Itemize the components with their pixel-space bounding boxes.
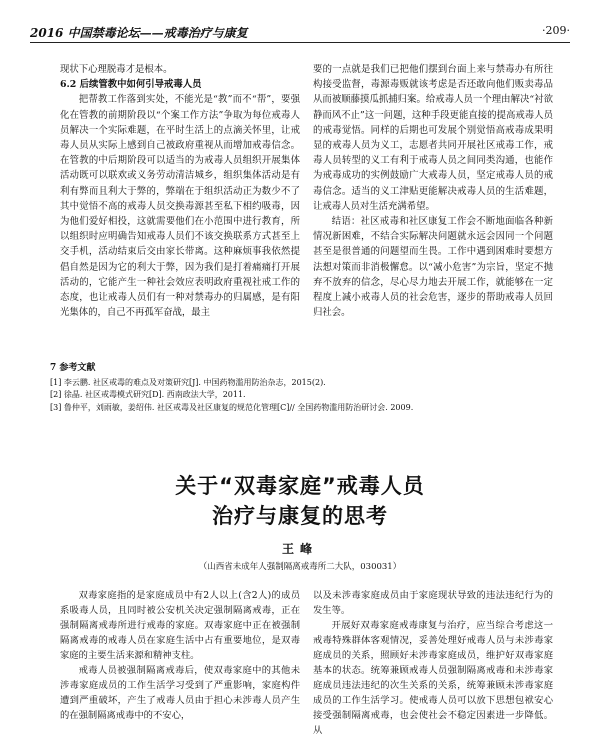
running-header [30,24,570,40]
paragraph: 现状下心理脱毒才是根本。 [60,64,173,75]
paragraph: 要的一点就是我们已把他们摆到台面上来与禁毒办有所往构接受监督，毒源毒贩就该考虑是否还敢向他们贩卖毒品从而被顺藤摸瓜抓捕归案。给戒毒人员一个理由解决“衬欲静而风不止”这一问题，这种手段更能直接的提高戒毒人员的戒毒觉悟。同样的后期也可发展个别觉悟高戒毒成果明显的戒毒人员为义工，志愿者共同开展社区戒毒工作，戒毒人员转型的义工有利于戒毒人员之间同类沟通，也能作为戒毒成功的实例鼓励广大戒毒人员，坚定戒毒人员的戒毒信念。适当的义工津贴更能解决戒毒人员的生活难题，让戒毒人员对生活充满希望。 [313,64,553,212]
paragraph: 以及未涉毒家庭成员由于家庭现状导致的违法违纪行为的发生等。 [313,590,553,616]
reference-item: [3] 鲁仲平，刘雨敏，姜绍伟. 社区戒毒及社区康复的规范化管理[C]// 全国药物滥用防治研讨会. 2009. [50,402,414,412]
section-heading: 6.2 后续管教中如何引导戒毒人员 [60,79,202,91]
journal-title: 2016 中国禁毒论坛——戒毒治疗与康复 [30,26,248,40]
references [50,362,570,414]
paragraph: 开展好双毒家庭戒毒康复与治疗，应当综合考虑这一戒毒特殊群体客观情况，妥善处理好戒毒人员与未涉毒家庭成员的关系，照顾好未涉毒家庭成员，维护好双毒家庭基本的状态。统筹兼顾戒毒人员强制隔离戒毒和未涉毒家庭成员违法违纪的次生关系的关系，统筹兼顾未涉毒家庭成员的工作生活学习。使戒毒人员可以放下思想包袱安心接受强制隔离戒毒，也会使社会不稳定因素进一步降低。从 [313,620,553,736]
reference-item: [1] 李云鹏. 社区戒毒的难点及对策研究[J]. 中国药物滥用防治杂志，2015(2). [50,377,326,387]
references-title: 7 参考文献 [50,363,96,373]
paragraph: 戒毒人员被强制隔离戒毒后，使双毒家庭中的其他未涉毒家庭成员的工作生活学习受到了严重影响，家庭构件遭到严重破坏，产生了戒毒人员由于担心未涉毒人员产生的在强制隔离戒毒中的不安心， [60,665,300,721]
affiliation: （山西省未成年人强制隔离戒毒所二大队，030031） [198,562,402,572]
article-title-line-2: 治疗与康复的思考 [212,504,388,528]
top-right-column [313,62,553,320]
conclusion-paragraph: 结语：社区戒毒和社区康复工作会不断地面临各种新情况新困难，不结合实际解决问题就永远会因同一个问题甚至是很普通的问题望而生畏。工作中遇到困难时要想方法想对策而非消极懈怠。以“减小危害”为宗旨，坚定不抛弃不放弃的信念，尽心尽力地去开展工作，就能够在一定程度上减小戒毒人员的社会危害，逐步的帮助戒毒人员回归社会。 [313,216,553,319]
article-title-line-1: 关于“双毒家庭”戒毒人员 [175,474,425,498]
paragraph: 双毒家庭指的是家庭成员中有2人以上(含2人)的成员系吸毒人员，且同时被公安机关决定强制隔离戒毒，正在强制隔离戒毒所进行戒毒的家庭。双毒家庭中正在被强制隔离戒毒的戒毒人员在家庭生活中占有重要地位，是双毒家庭的主要生活来源和精神支柱。 [60,590,300,661]
reference-item: [2] 徐晶. 社区戒毒模式研究[D]. 西南政法大学，2011. [50,390,246,400]
header-rule [30,42,570,43]
top-left-column [60,62,300,320]
bottom-left-column [60,588,300,723]
page-number: ·209· [542,24,570,37]
author: 王峰 [281,542,318,556]
paragraph: 把帮教工作落到实处，不能光是“教”而不“帮”，要强化在管教的前期阶段以“个案工作方法”争取为每位戒毒人员解决一个实际难题，在平时生活上的点滴关怀里，让戒毒人员从实际上感到自己被政府重视从而增加戒毒信念。在管教的中后期阶段可以适当的为戒毒人员组织开展集体活动既可以联欢或义务劳动清洁城乡，组织集体活动是有利有弊而且利大于弊的，弊端在于组织活动正为数少不了其中觉悟不高的戒毒人员交换毒源甚至私下相约吸毒，因为他们爱好相投，这就需要他们在小范围中进行教育，所以组织时应明确告知戒毒人员们不该交换联系方式甚至上交手机，活动结束后交由家长带离。这种麻烦事我依然提倡自然是因为它的利大于弊，因为我们是打着痛痛打开展活动的，它能产生一种社会效应表明政府重视社戒工作的态度，也让戒毒人员们有一种对禁毒办的归属感，是有阳光集体的，自己不再孤军奋战，最主 [60,94,300,319]
bottom-right-column [313,588,553,738]
